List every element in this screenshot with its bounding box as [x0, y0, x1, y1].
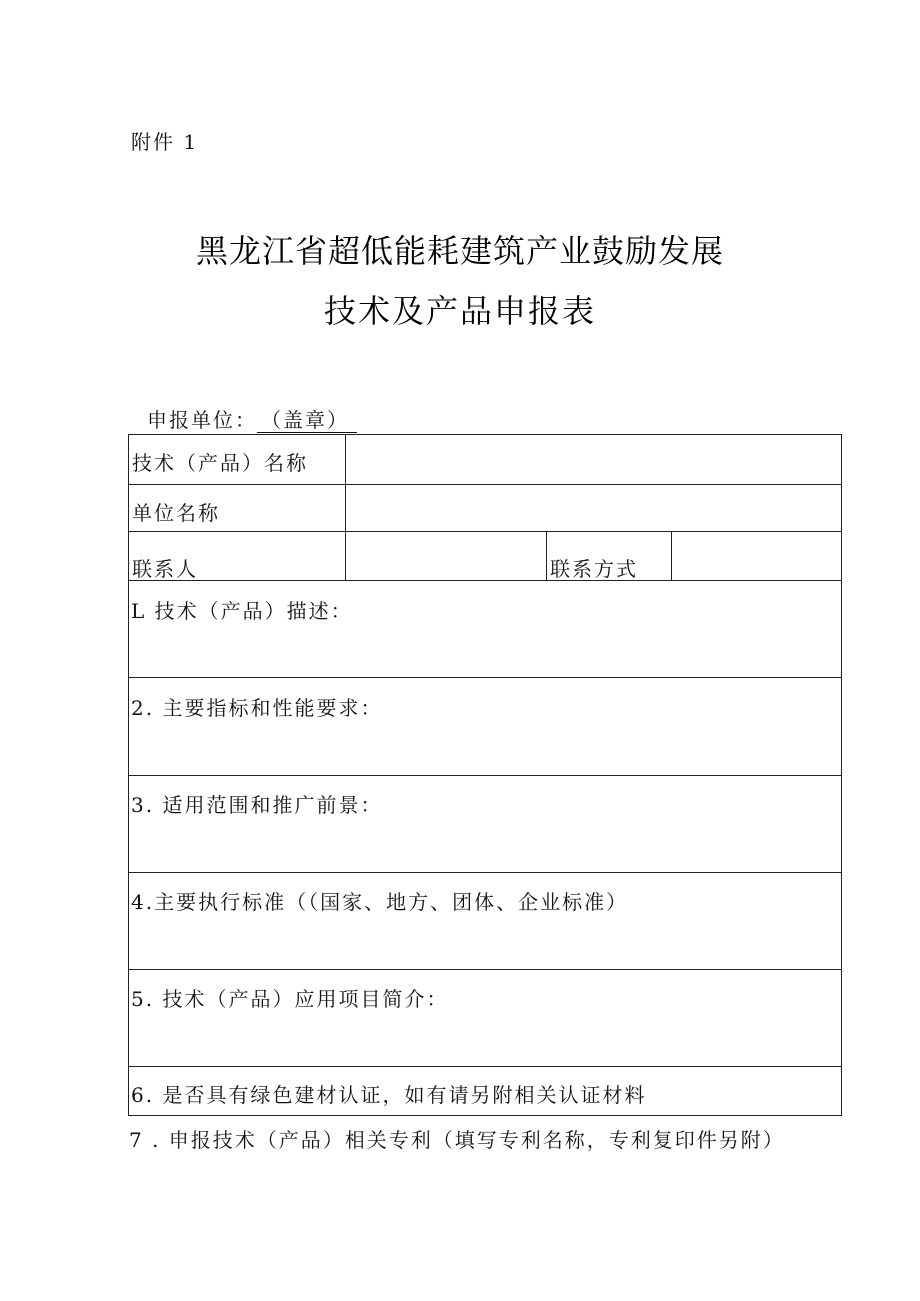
- row-divider: [129, 484, 841, 485]
- column-divider: [671, 531, 672, 580]
- section-1-heading: L 技术（产品）描述：: [131, 599, 353, 623]
- section-4-heading: 4.主要执行标准（（国家、地方、团体、企业标准）: [131, 890, 629, 914]
- contact-method-label: 联系方式: [550, 557, 638, 581]
- product-name-label: 技术（产品）名称: [132, 451, 308, 475]
- unit-name-field[interactable]: [347, 486, 841, 530]
- section-2-heading: 2. 主要指标和性能要求：: [131, 696, 383, 720]
- section-7-heading: 7 . 申报技术（产品）相关专利（填写专利名称，专利复印件另附）: [129, 1128, 785, 1152]
- contact-person-label: 联系人: [132, 557, 198, 581]
- section-5-heading: 5. 技术（产品）应用项目简介：: [131, 987, 449, 1011]
- product-name-field[interactable]: [347, 436, 841, 483]
- contact-method-field[interactable]: [673, 533, 841, 579]
- attachment-label: 附件 1: [131, 130, 199, 154]
- section-3-heading: 3. 适用范围和推广前景：: [131, 793, 383, 817]
- contact-person-field[interactable]: [347, 533, 545, 579]
- row-divider: [129, 531, 841, 532]
- application-form-table: [128, 434, 842, 1116]
- section-6-heading: 6. 是否具有绿色建材认证，如有请另附相关认证材料: [131, 1083, 647, 1107]
- row-divider: [129, 580, 841, 581]
- row-divider: [129, 872, 841, 873]
- row-divider: [129, 775, 841, 776]
- applicant-label: 申报单位：: [147, 408, 257, 432]
- row-divider: [129, 677, 841, 678]
- row-divider: [129, 1066, 841, 1067]
- page-title-line-1: 黑龙江省超低能耗建筑产业鼓励发展: [195, 232, 724, 270]
- unit-name-label: 单位名称: [132, 501, 220, 525]
- column-divider: [546, 531, 547, 580]
- seal-field[interactable]: （盖章）: [257, 408, 357, 433]
- row-divider: [129, 969, 841, 970]
- page-title-line-2: 技术及产品申报表: [323, 292, 596, 330]
- column-divider: [345, 435, 346, 580]
- applicant-line: [147, 404, 357, 433]
